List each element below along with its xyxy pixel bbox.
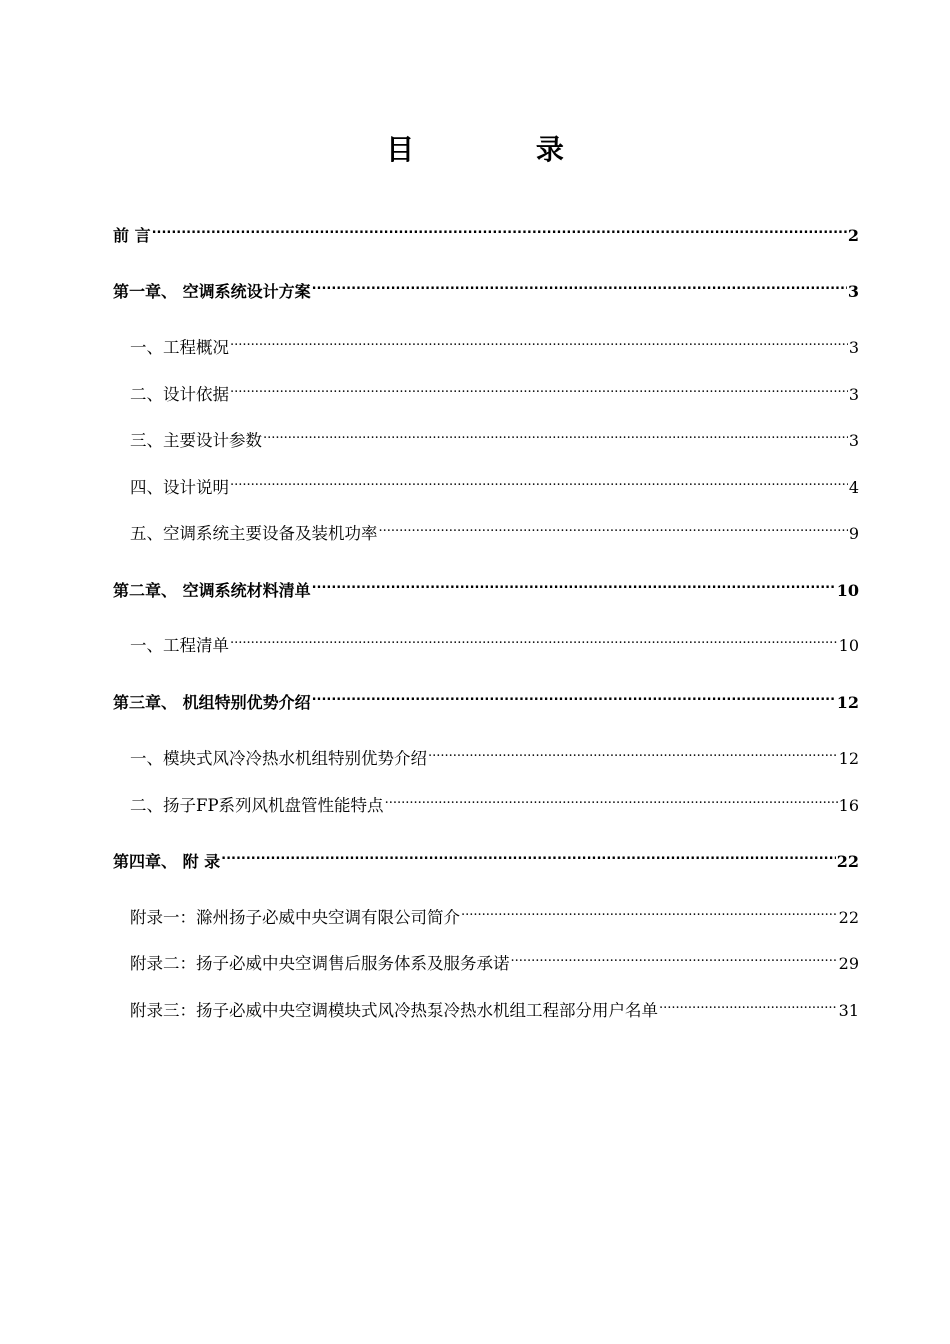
toc-entry[interactable] xyxy=(130,420,859,450)
toc-entry-page-number: 22 xyxy=(838,908,859,927)
dot-leader xyxy=(312,570,836,596)
toc-entry[interactable] xyxy=(113,570,859,600)
toc-entry-page-number: 16 xyxy=(838,796,859,815)
toc-entry-label: 第四章、 附 录 xyxy=(113,852,221,871)
toc-entry-label: 前 言 xyxy=(113,226,151,245)
dot-leader xyxy=(230,467,848,493)
toc-entry[interactable] xyxy=(130,327,859,357)
toc-entry-page-number: 3 xyxy=(847,282,859,301)
toc-entry-label: 附录二：扬子必威中央空调售后服务体系及服务承诺 xyxy=(130,954,510,973)
toc-entry-page-number: 4 xyxy=(848,478,859,497)
toc-entry[interactable] xyxy=(130,625,859,655)
toc-entry[interactable] xyxy=(130,943,859,973)
toc-entry-page-number: 2 xyxy=(847,226,859,245)
toc-entry[interactable] xyxy=(113,215,859,245)
dot-leader xyxy=(152,215,847,241)
dot-leader xyxy=(511,943,838,969)
toc-entry-label: 第二章、 空调系统材料清单 xyxy=(113,581,311,600)
toc-entry-label: 二、扬子FP系列风机盘管性能特点 xyxy=(130,796,384,815)
toc-entry-label: 第一章、 空调系统设计方案 xyxy=(113,282,311,301)
toc-entry-page-number: 10 xyxy=(836,581,859,600)
toc-entry[interactable] xyxy=(130,897,859,927)
dot-leader xyxy=(461,897,838,923)
toc-entry-label: 一、工程概况 xyxy=(130,338,229,357)
toc-entry[interactable] xyxy=(130,374,859,404)
toc-entry-page-number: 10 xyxy=(838,636,859,655)
toc-entry[interactable] xyxy=(130,990,859,1020)
dot-leader xyxy=(379,513,848,539)
toc-entry-page-number: 31 xyxy=(838,1001,859,1020)
dot-leader xyxy=(221,841,836,867)
toc-entry-label: 四、设计说明 xyxy=(130,478,229,497)
dot-leader xyxy=(312,271,847,297)
toc-entry-label: 三、主要设计参数 xyxy=(130,431,262,450)
dot-leader xyxy=(312,682,836,708)
dot-leader xyxy=(230,327,848,353)
toc-entry-label: 附录一：滁州扬子必威中央空调有限公司简介 xyxy=(130,908,460,927)
toc-entry-label: 一、工程清单 xyxy=(130,636,229,655)
toc-entry[interactable] xyxy=(130,467,859,497)
toc-entry[interactable] xyxy=(113,841,859,871)
toc-entry[interactable] xyxy=(130,513,859,543)
toc-entry-label: 一、模块式风冷冷热水机组特别优势介绍 xyxy=(130,749,427,768)
toc-entry-page-number: 12 xyxy=(836,693,859,712)
toc-entry-label: 二、设计依据 xyxy=(130,385,229,404)
dot-leader xyxy=(428,738,838,764)
dot-leader xyxy=(263,420,848,446)
toc-entry-page-number: 29 xyxy=(838,954,859,973)
toc-entry[interactable] xyxy=(113,271,859,301)
toc-entry-page-number: 3 xyxy=(848,431,859,450)
toc-entry-page-number: 3 xyxy=(848,385,859,404)
toc-entry[interactable] xyxy=(130,738,859,768)
toc-entry-label: 附录三：扬子必威中央空调模块式风冷热泵冷热水机组工程部分用户名单 xyxy=(130,1001,658,1020)
toc-entry[interactable] xyxy=(113,682,859,712)
dot-leader xyxy=(385,785,838,811)
dot-leader xyxy=(230,374,848,400)
dot-leader xyxy=(659,990,838,1016)
toc-entry-label: 第三章、 机组特别优势介绍 xyxy=(113,693,311,712)
toc-entry-page-number: 22 xyxy=(836,852,859,871)
toc-entry[interactable] xyxy=(130,785,859,815)
toc-entry-page-number: 12 xyxy=(838,749,859,768)
dot-leader xyxy=(230,625,838,651)
toc-title: 目 录 xyxy=(386,133,620,166)
toc-entry-label: 五、空调系统主要设备及装机功率 xyxy=(130,524,378,543)
toc-entry-page-number: 3 xyxy=(848,338,859,357)
toc-entry-page-number: 9 xyxy=(848,524,859,543)
